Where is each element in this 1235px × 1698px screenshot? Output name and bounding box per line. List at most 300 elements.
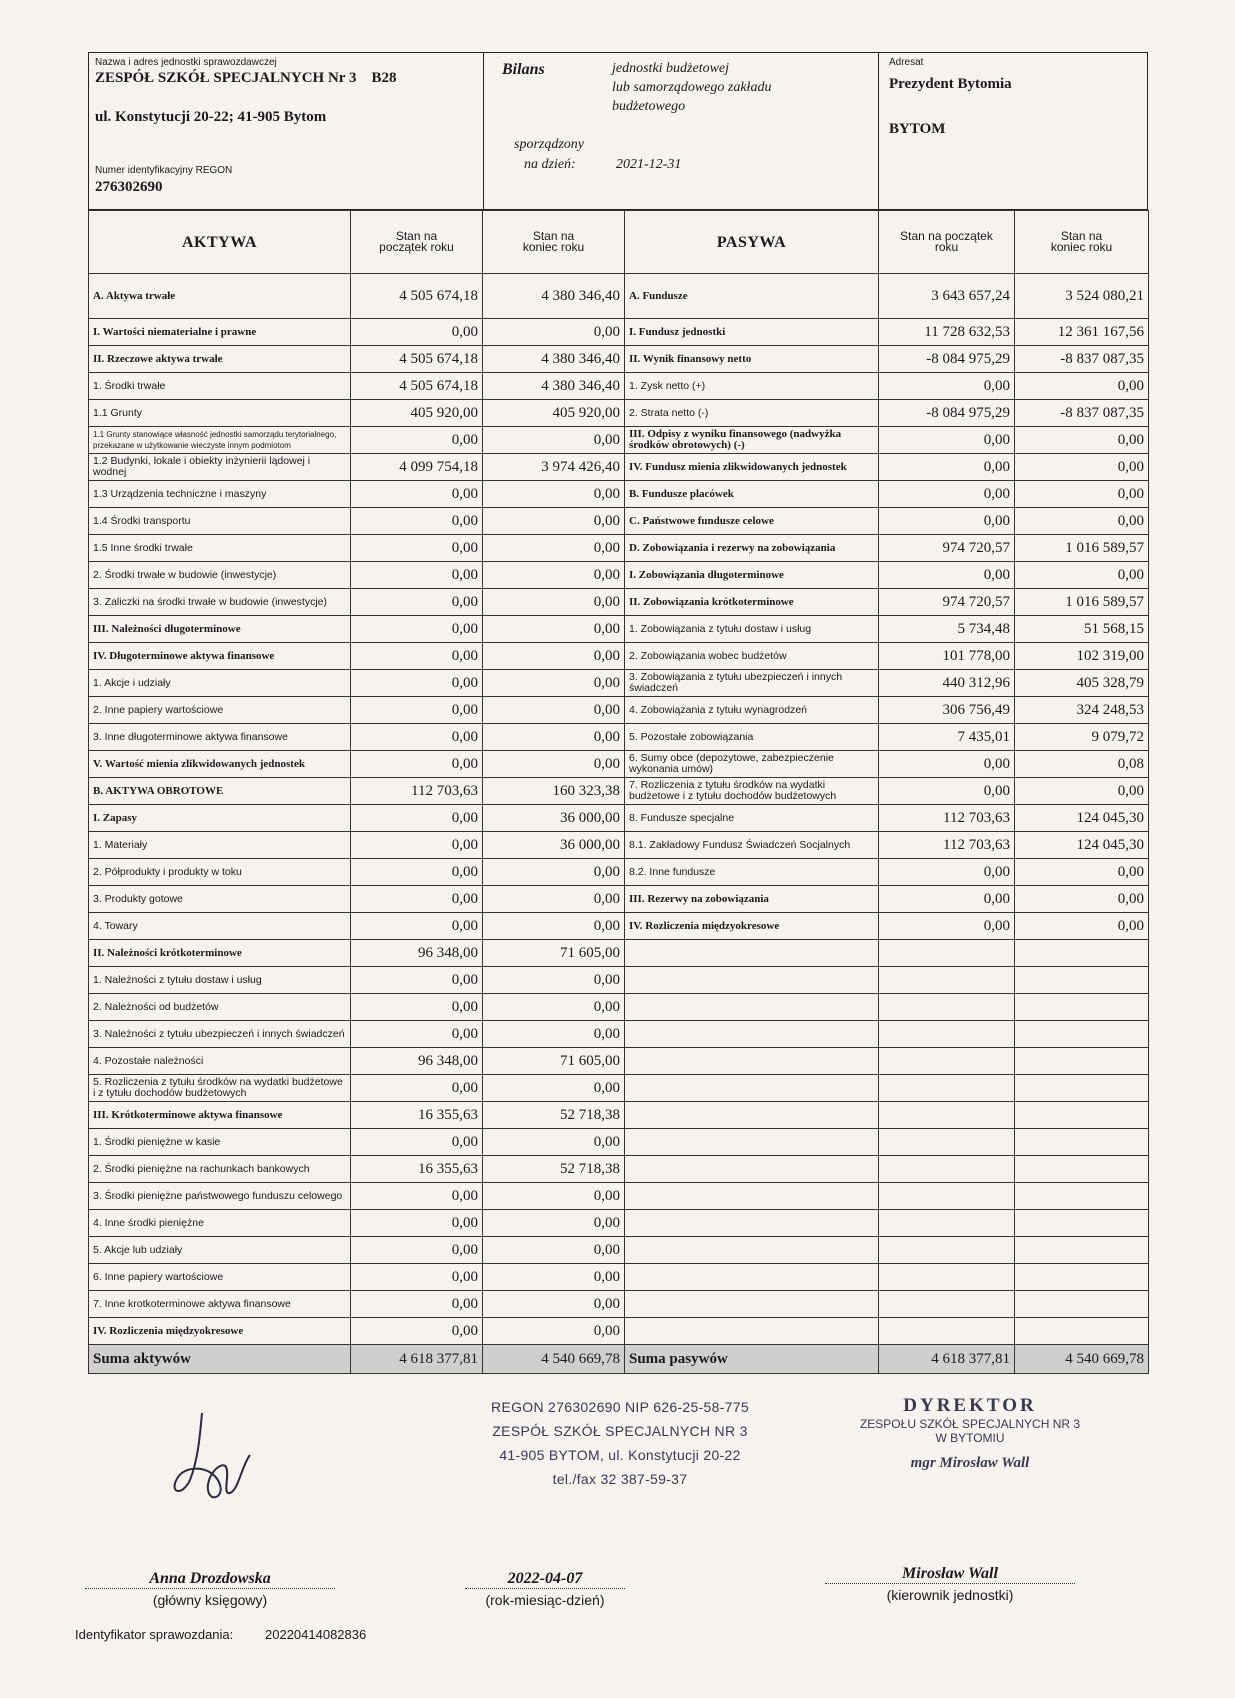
report-id: 20220414082836 [265, 1627, 367, 1642]
asset-start: 0,00 [351, 1264, 483, 1291]
asset-label: 1.5 Inne środki trwałe [89, 535, 351, 562]
liability-label: 1. Zysk netto (+) [625, 373, 879, 400]
asset-end: 0,00 [483, 994, 625, 1021]
asset-end: 3 974 426,40 [483, 454, 625, 481]
liability-start [879, 940, 1015, 967]
asset-start: 0,00 [351, 1021, 483, 1048]
asset-start: 0,00 [351, 1210, 483, 1237]
liability-start: 7 435,01 [879, 724, 1015, 751]
asset-start: 0,00 [351, 319, 483, 346]
table-row [89, 913, 1149, 940]
liability-label [625, 1264, 879, 1291]
liability-start: 3 643 657,24 [879, 274, 1015, 319]
liability-label: D. Zobowiązania i rezerwy na zobowiązania [625, 535, 879, 562]
liability-end: 0,00 [1015, 454, 1149, 481]
sum-liabilities-start: 4 618 377,81 [879, 1345, 1015, 1374]
asset-label: 1. Należności z tytułu dostaw i usług [89, 967, 351, 994]
table-row [89, 1129, 1149, 1156]
prepared-label: sporządzony [514, 137, 585, 152]
table-row [89, 994, 1149, 1021]
col-aktywa: AKTYWA [89, 211, 351, 274]
asset-start: 0,00 [351, 1129, 483, 1156]
table-row [89, 886, 1149, 913]
footer [0, 1395, 1235, 1695]
liability-start: 0,00 [879, 751, 1015, 778]
asset-start: 0,00 [351, 616, 483, 643]
asset-end: 0,00 [483, 508, 625, 535]
liability-start: 0,00 [879, 373, 1015, 400]
table-row [89, 1318, 1149, 1345]
table-row [89, 481, 1149, 508]
liability-end: 124 045,30 [1015, 832, 1149, 859]
asset-label: 1.1 Grunty [89, 400, 351, 427]
asset-end: 0,00 [483, 751, 625, 778]
liability-end: 1 016 589,57 [1015, 589, 1149, 616]
asset-start: 0,00 [351, 805, 483, 832]
liability-label: III. Rezerwy na zobowiązania [625, 886, 879, 913]
asset-end: 71 605,00 [483, 940, 625, 967]
asset-start: 0,00 [351, 670, 483, 697]
asset-end: 0,00 [483, 616, 625, 643]
table-row [89, 967, 1149, 994]
liability-start: 974 720,57 [879, 535, 1015, 562]
asset-label: B. AKTYWA OBROTOWE [89, 778, 351, 805]
liability-end [1015, 1264, 1149, 1291]
asset-start: 405 920,00 [351, 400, 483, 427]
col-end: Stan na koniec roku [483, 211, 625, 274]
sum-assets-end: 4 540 669,78 [483, 1345, 625, 1374]
liability-start [879, 967, 1015, 994]
asset-label: 2. Środki trwałe w budowie (inwestycje) [89, 562, 351, 589]
liability-start [879, 1291, 1015, 1318]
liability-start: -8 084 975,29 [879, 346, 1015, 373]
table-row [89, 832, 1149, 859]
liability-label: IV. Rozliczenia międzyokresowe [625, 913, 879, 940]
asset-label: 1. Środki trwałe [89, 373, 351, 400]
asset-label: II. Należności krótkoterminowe [89, 940, 351, 967]
liability-label: 2. Zobowiązania wobec budżetów [625, 643, 879, 670]
liability-end: 0,00 [1015, 373, 1149, 400]
table-row [89, 859, 1149, 886]
liability-label: 7. Rozliczenia z tytułu środków na wydatki budżetowe i z tytułu dochodów budżetowych [625, 778, 879, 805]
asset-end: 4 380 346,40 [483, 274, 625, 319]
liability-end [1015, 967, 1149, 994]
table-row [89, 1021, 1149, 1048]
asset-start: 0,00 [351, 508, 483, 535]
table-row [89, 427, 1149, 454]
addressee [879, 53, 1147, 209]
accountant-signature-mark [160, 1405, 270, 1515]
col-pasywa: PASYWA [625, 211, 879, 274]
liability-end [1015, 1048, 1149, 1075]
asset-end: 36 000,00 [483, 805, 625, 832]
liability-label: III. Odpisy z wyniku finansowego (nadwyżka środków obrotowych) (-) [625, 427, 879, 454]
signature-date: 2022-04-07 [465, 1570, 625, 1589]
liability-label: 8. Fundusze specjalne [625, 805, 879, 832]
asset-end: 0,00 [483, 1318, 625, 1345]
subtitle: jednostki budżetowej lub samorządowego zakładu budżetowego [612, 61, 772, 114]
asset-start: 0,00 [351, 1291, 483, 1318]
table-row [89, 670, 1149, 697]
title: Bilans [502, 61, 545, 78]
liability-end: 1 016 589,57 [1015, 535, 1149, 562]
asset-end: 0,00 [483, 886, 625, 913]
asset-end: 0,00 [483, 535, 625, 562]
liability-start: 974 720,57 [879, 589, 1015, 616]
asset-start: 0,00 [351, 886, 483, 913]
liability-label: II. Wynik finansowy netto [625, 346, 879, 373]
table-row [89, 373, 1149, 400]
asset-label: 3. Środki pieniężne państwowego funduszu celowego [89, 1183, 351, 1210]
asset-start: 0,00 [351, 751, 483, 778]
liability-end: 12 361 167,56 [1015, 319, 1149, 346]
liability-end: 0,00 [1015, 886, 1149, 913]
liability-start: 0,00 [879, 886, 1015, 913]
table-row [89, 1183, 1149, 1210]
col-end-p: Stan na koniec roku [1015, 211, 1149, 274]
asset-start: 0,00 [351, 913, 483, 940]
liability-start [879, 1318, 1015, 1345]
liability-label: I. Fundusz jednostki [625, 319, 879, 346]
liability-start: 306 756,49 [879, 697, 1015, 724]
asset-start: 96 348,00 [351, 1048, 483, 1075]
table-row [89, 616, 1149, 643]
asset-label: A. Aktywa trwałe [89, 274, 351, 319]
table-row [89, 940, 1149, 967]
liability-label [625, 1237, 879, 1264]
addressee-name: Prezydent Bytomia [889, 76, 1012, 92]
table-row [89, 319, 1149, 346]
asset-start: 0,00 [351, 832, 483, 859]
liability-start: 112 703,63 [879, 805, 1015, 832]
asset-label: 1.2 Budynki, lokale i obiekty inżynierii lądowej i wodnej [89, 454, 351, 481]
liability-label: 2. Strata netto (-) [625, 400, 879, 427]
asset-end: 4 380 346,40 [483, 346, 625, 373]
addressee-city: BYTOM [889, 121, 946, 137]
table-row [89, 274, 1149, 319]
asset-start: 0,00 [351, 724, 483, 751]
asset-label: IV. Rozliczenia międzyokresowe [89, 1318, 351, 1345]
liability-label: 5. Pozostałe zobowiązania [625, 724, 879, 751]
liability-label: B. Fundusze placówek [625, 481, 879, 508]
liability-start [879, 1210, 1015, 1237]
balance-sheet [88, 52, 1148, 1374]
liability-start: 112 703,63 [879, 832, 1015, 859]
liability-start: 0,00 [879, 427, 1015, 454]
table-row [89, 589, 1149, 616]
asset-label: 2. Półprodukty i produkty w toku [89, 859, 351, 886]
table-row [89, 346, 1149, 373]
asset-start: 0,00 [351, 859, 483, 886]
head-name: Mirosław Wall [825, 1565, 1075, 1584]
liability-end: 0,00 [1015, 562, 1149, 589]
asset-start: 0,00 [351, 1183, 483, 1210]
liability-label [625, 1183, 879, 1210]
asset-start: 0,00 [351, 562, 483, 589]
regon-label: Numer identyfikacyjny REGON [95, 165, 233, 176]
unit-address: ul. Konstytucji 20-22; 41-905 Bytom [95, 109, 327, 125]
asset-label: 3. Zaliczki na środki trwałe w budowie (inwestycje) [89, 589, 351, 616]
sum-row [89, 1345, 1149, 1374]
liability-end: -8 837 087,35 [1015, 346, 1149, 373]
date-role: (rok-miesiąc-dzień) [485, 1592, 605, 1608]
asset-end: 52 718,38 [483, 1102, 625, 1129]
asset-end: 0,00 [483, 1264, 625, 1291]
asset-start: 0,00 [351, 1075, 483, 1102]
liability-end: 9 079,72 [1015, 724, 1149, 751]
liability-start [879, 1183, 1015, 1210]
asset-label: V. Wartość mienia zlikwidowanych jednostek [89, 751, 351, 778]
sum-assets-label: Suma aktywów [89, 1345, 351, 1374]
liability-start [879, 1021, 1015, 1048]
liability-end [1015, 1021, 1149, 1048]
table-row [89, 535, 1149, 562]
liability-label: 3. Zobowiązania z tytułu ubezpieczeń i innych świadczeń [625, 670, 879, 697]
liability-start: 440 312,96 [879, 670, 1015, 697]
asset-end: 0,00 [483, 1183, 625, 1210]
asset-label: 4. Inne środki pieniężne [89, 1210, 351, 1237]
liability-label [625, 1318, 879, 1345]
asset-label: 5. Rozliczenia z tytułu środków na wydatki budżetowe i z tytułu dochodów budżetowych [89, 1075, 351, 1102]
liability-label [625, 967, 879, 994]
asset-label: 2. Środki pieniężne na rachunkach bankowych [89, 1156, 351, 1183]
asset-end: 0,00 [483, 562, 625, 589]
asset-start: 0,00 [351, 427, 483, 454]
asset-end: 0,00 [483, 1021, 625, 1048]
liability-end [1015, 1129, 1149, 1156]
liability-end: 3 524 080,21 [1015, 274, 1149, 319]
liability-start: 0,00 [879, 778, 1015, 805]
table-header [89, 211, 1149, 274]
liability-start: 0,00 [879, 508, 1015, 535]
liability-end: -8 837 087,35 [1015, 400, 1149, 427]
liability-end [1015, 1210, 1149, 1237]
liability-end: 0,00 [1015, 778, 1149, 805]
head-role: (kierownik jednostki) [886, 1587, 1014, 1603]
asset-end: 4 380 346,40 [483, 373, 625, 400]
director-stamp: DYREKTOR ZESPOŁU SZKÓŁ SPECJALNYCH NR 3 W BYTOMIU mgr Mirosław Wall [859, 1395, 1081, 1471]
liability-end: 0,00 [1015, 481, 1149, 508]
sum-liabilities-end: 4 540 669,78 [1015, 1345, 1149, 1374]
liability-label: 1. Zobowiązania z tytułu dostaw i usług [625, 616, 879, 643]
liability-label [625, 1021, 879, 1048]
liability-start: 0,00 [879, 913, 1015, 940]
asset-end: 0,00 [483, 1129, 625, 1156]
liability-end: 102 319,00 [1015, 643, 1149, 670]
asset-end: 405 920,00 [483, 400, 625, 427]
liability-start [879, 1264, 1015, 1291]
liability-label [625, 1129, 879, 1156]
asset-label: 3. Produkty gotowe [89, 886, 351, 913]
asset-end: 0,00 [483, 670, 625, 697]
liability-end: 51 568,15 [1015, 616, 1149, 643]
addressee-label: Adresat [889, 57, 924, 68]
liability-start [879, 994, 1015, 1021]
asset-label: I. Wartości niematerialne i prawne [89, 319, 351, 346]
unit-info [89, 53, 484, 209]
asset-label: 3. Inne długoterminowe aktywa finansowe [89, 724, 351, 751]
liability-label [625, 1102, 879, 1129]
liability-start [879, 1102, 1015, 1129]
liability-start [879, 1048, 1015, 1075]
asset-end: 0,00 [483, 859, 625, 886]
liability-end [1015, 1183, 1149, 1210]
liability-label [625, 1210, 879, 1237]
asset-label: 7. Inne krotkoterminowe aktywa finansowe [89, 1291, 351, 1318]
table-row [89, 724, 1149, 751]
liability-label [625, 994, 879, 1021]
asset-start: 0,00 [351, 967, 483, 994]
accountant-name: Anna Drozdowska [85, 1570, 335, 1589]
asset-end: 0,00 [483, 1291, 625, 1318]
liability-start [879, 1075, 1015, 1102]
table-row [89, 643, 1149, 670]
asset-end: 0,00 [483, 643, 625, 670]
liability-start: 101 778,00 [879, 643, 1015, 670]
table-row [89, 1048, 1149, 1075]
liability-label [625, 1048, 879, 1075]
liability-end [1015, 1102, 1149, 1129]
asset-end: 0,00 [483, 1237, 625, 1264]
sum-assets-start: 4 618 377,81 [351, 1345, 483, 1374]
liability-label [625, 1075, 879, 1102]
asset-start: 96 348,00 [351, 940, 483, 967]
asset-end: 0,00 [483, 589, 625, 616]
liability-end: 0,00 [1015, 913, 1149, 940]
asset-start: 0,00 [351, 643, 483, 670]
liability-end [1015, 994, 1149, 1021]
asset-start: 0,00 [351, 589, 483, 616]
liability-label [625, 1291, 879, 1318]
liability-start: 5 734,48 [879, 616, 1015, 643]
liability-end [1015, 1156, 1149, 1183]
asset-label: 1. Środki pieniężne w kasie [89, 1129, 351, 1156]
liability-end: 0,08 [1015, 751, 1149, 778]
asset-label: 1.4 Środki transportu [89, 508, 351, 535]
asset-end: 0,00 [483, 1075, 625, 1102]
asset-start: 112 703,63 [351, 778, 483, 805]
table-row [89, 1156, 1149, 1183]
report-date: 2021-12-31 [616, 157, 682, 172]
liability-end: 0,00 [1015, 859, 1149, 886]
asset-end: 0,00 [483, 481, 625, 508]
asset-end: 0,00 [483, 967, 625, 994]
liability-start [879, 1156, 1015, 1183]
liability-label: 8.2. Inne fundusze [625, 859, 879, 886]
asset-label: 5. Akcje lub udziały [89, 1237, 351, 1264]
asset-end: 160 323,38 [483, 778, 625, 805]
asset-label: 1.3 Urządzenia techniczne i maszyny [89, 481, 351, 508]
asset-start: 4 505 674,18 [351, 346, 483, 373]
asset-end: 0,00 [483, 1210, 625, 1237]
table-row [89, 1102, 1149, 1129]
table-row [89, 778, 1149, 805]
table-row [89, 1291, 1149, 1318]
table-row [89, 400, 1149, 427]
liability-start [879, 1129, 1015, 1156]
asset-label: II. Rzeczowe aktywa trwałe [89, 346, 351, 373]
table-row [89, 805, 1149, 832]
table-row [89, 697, 1149, 724]
asset-label: 3. Należności z tytułu ubezpieczeń i innych świadczeń [89, 1021, 351, 1048]
unit-name: ZESPÓŁ SZKÓŁ SPECJALNYCH Nr 3 B28 [95, 70, 397, 86]
report-title [484, 53, 879, 209]
table-row [89, 1237, 1149, 1264]
table-row [89, 1264, 1149, 1291]
asset-start: 16 355,63 [351, 1102, 483, 1129]
liability-end [1015, 1237, 1149, 1264]
asset-start: 0,00 [351, 1318, 483, 1345]
liability-end [1015, 1318, 1149, 1345]
liability-start: 0,00 [879, 454, 1015, 481]
table-row [89, 454, 1149, 481]
liability-end: 324 248,53 [1015, 697, 1149, 724]
liability-start: 0,00 [879, 481, 1015, 508]
asset-end: 36 000,00 [483, 832, 625, 859]
asset-end: 0,00 [483, 724, 625, 751]
asset-label: I. Zapasy [89, 805, 351, 832]
asset-label: IV. Długoterminowe aktywa finansowe [89, 643, 351, 670]
report-id-label: Identyfikator sprawozdania: [75, 1627, 234, 1642]
asset-start: 0,00 [351, 481, 483, 508]
asset-label: 1.1 Grunty stanowiące własność jednostki samorządu terytorialnego, przekazane w użytkowanie wieczyste innym podmiotom [89, 427, 351, 454]
table-row [89, 508, 1149, 535]
liability-start: 0,00 [879, 562, 1015, 589]
asset-start: 4 505 674,18 [351, 274, 483, 319]
table-row [89, 562, 1149, 589]
balance-table [88, 210, 1149, 1374]
liability-end [1015, 940, 1149, 967]
asset-label: 1. Akcje i udziały [89, 670, 351, 697]
asset-end: 0,00 [483, 913, 625, 940]
liability-label: I. Zobowiązania długoterminowe [625, 562, 879, 589]
asset-label: III. Krótkoterminowe aktywa finansowe [89, 1102, 351, 1129]
liability-label: II. Zobowiązania krótkoterminowe [625, 589, 879, 616]
asset-start: 16 355,63 [351, 1156, 483, 1183]
col-start: Stan na początek roku [351, 211, 483, 274]
accountant-role: (główny księgowy) [152, 1592, 268, 1608]
liability-start: 11 728 632,53 [879, 319, 1015, 346]
asset-end: 0,00 [483, 697, 625, 724]
date-label: na dzień: [524, 157, 576, 172]
asset-label: 6. Inne papiery wartościowe [89, 1264, 351, 1291]
liability-label: 8.1. Zakładowy Fundusz Świadczeń Socjalnych [625, 832, 879, 859]
asset-end: 52 718,38 [483, 1156, 625, 1183]
liability-label: 6. Sumy obce (depozytowe, zabezpieczenie wykonania umów) [625, 751, 879, 778]
liability-label: C. Państwowe fundusze celowe [625, 508, 879, 535]
liability-end [1015, 1291, 1149, 1318]
asset-label: 4. Pozostałe należności [89, 1048, 351, 1075]
sum-liabilities-label: Suma pasywów [625, 1345, 879, 1374]
school-stamp: REGON 276302690 NIP 626-25-58-775 ZESPÓŁ SZKÓŁ SPECJALNYCH NR 3 41-905 BYTOM, ul. Konstytucji 20-22 tel./fax 32 387-59-37 [491, 1399, 749, 1487]
liability-end: 405 328,79 [1015, 670, 1149, 697]
asset-start: 0,00 [351, 535, 483, 562]
liability-end: 0,00 [1015, 508, 1149, 535]
asset-start: 0,00 [351, 1237, 483, 1264]
asset-end: 71 605,00 [483, 1048, 625, 1075]
col-start-p: Stan na początek roku [879, 211, 1015, 274]
header [88, 52, 1148, 210]
table-row [89, 1075, 1149, 1102]
liability-label: IV. Fundusz mienia zlikwidowanych jednostek [625, 454, 879, 481]
liability-label [625, 1156, 879, 1183]
asset-label: 4. Towary [89, 913, 351, 940]
liability-label: A. Fundusze [625, 274, 879, 319]
asset-start: 0,00 [351, 994, 483, 1021]
liability-start: 0,00 [879, 859, 1015, 886]
liability-end: 0,00 [1015, 427, 1149, 454]
liability-end: 124 045,30 [1015, 805, 1149, 832]
